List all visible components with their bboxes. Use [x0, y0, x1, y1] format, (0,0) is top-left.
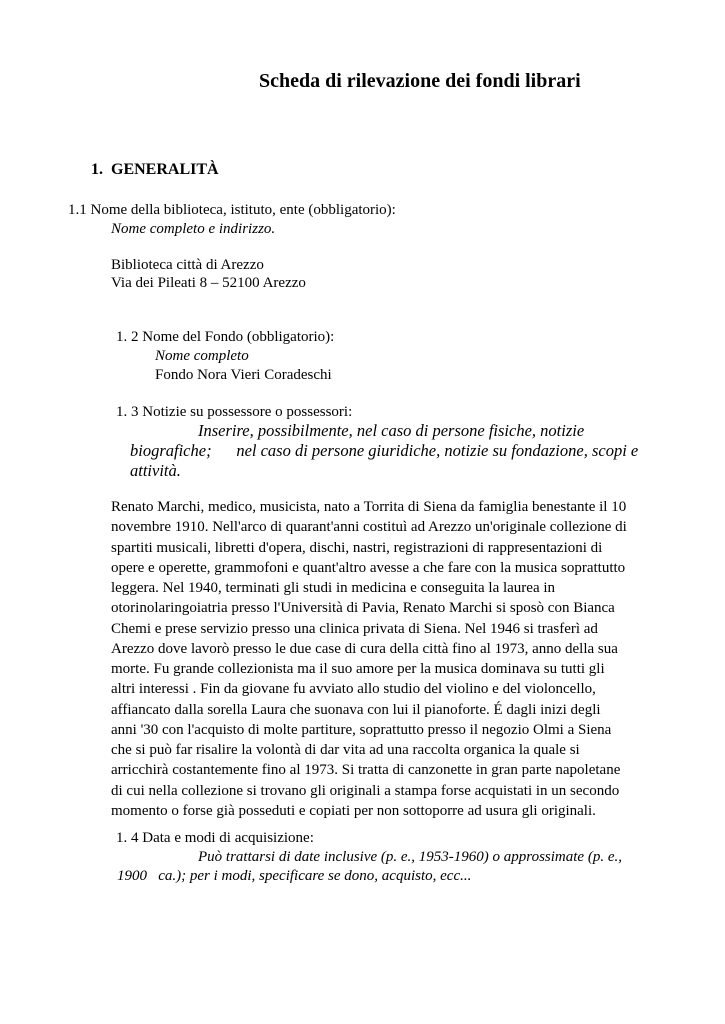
paragraph-line: anni '30 con l'acquisto di molte partiture, soprattutto presso il negozio Olmi a Siena [111, 721, 612, 738]
paragraph-line: opere e operette, grammofoni e quant'altro avesse a che fare con la musica soprattutto [111, 559, 626, 576]
section-number: 1. [91, 161, 103, 178]
paragraph-line: arricchirà costantemente fino al 1973. Si tratta di canzonette in gran parte napoletane [111, 762, 621, 779]
paragraph-line: spartiti musicali, libretti d'opera, dischi, nastri, registrazioni di rappresentazioni di [111, 539, 603, 556]
library-name: Biblioteca città di Arezzo [111, 257, 264, 273]
paragraph-line: Renato Marchi, medico, musicista, nato a Torrita di Siena da famiglia benestante il 10 [111, 499, 627, 515]
field-1-4-hint-line: 1900 ca.); per i modi, specificare se dono, acquisto, ecc... [117, 868, 472, 884]
field-1-3-hint-line: biografiche; nel caso di persone giuridiche, notizie su fondazione, scopi e [130, 441, 639, 460]
field-1-2-label: 1. 2 Nome del Fondo (obbligatorio): [116, 329, 335, 345]
field-1-2-hint: Nome completo [155, 348, 249, 364]
section-heading [91, 161, 219, 179]
field-1-1-label: 1.1 Nome della biblioteca, istituto, ente (obbligatorio): [68, 202, 396, 218]
field-1-4-hint-line: Può trattarsi di date inclusive (p. e., 1953-1960) o approssimate (p. e., [198, 849, 622, 865]
paragraph-line: Arezzo dove lavorò presso le due case di cura della città fino al 1973, anno della sua [111, 640, 618, 657]
paragraph-line: novembre 1910. Nell'arco di quarant'anni costituì ad Arezzo un'originale collezione di [111, 519, 627, 536]
paragraph-line: momento o forse già posseduti e copiati per non sottoporre ad usura gli originali. [111, 802, 596, 819]
paragraph-line: affiancato dalla sorella Laura che suonava con lui il pianoforte. É dagli inizi degli [111, 701, 601, 718]
field-1-3-hint-line: Inserire, possibilmente, nel caso di persone fisiche, notizie [198, 421, 585, 440]
field-1-4-label: 1. 4 Data e modi di acquisizione: [116, 830, 314, 846]
fund-name: Fondo Nora Vieri Coradeschi [155, 367, 332, 383]
library-address: Via dei Pileati 8 – 52100 Arezzo [111, 275, 306, 291]
paragraph-line: otorinolaringoiatria presso l'Università di Pavia, Renato Marchi si sposò con Bianca [111, 600, 615, 617]
paragraph-line: morte. Fu grande collezionista ma il suo amore per la musica dominava su tutti gli [111, 661, 605, 677]
field-1-3-hint-line: attività. [130, 461, 181, 480]
paragraph-line: leggera. Nel 1940, terminati gli studi in medicina e conseguita la laurea in [111, 580, 556, 596]
section-title: GENERALITÀ [111, 161, 219, 178]
page-title: Scheda di rilevazione dei fondi librari [259, 70, 581, 92]
field-1-3-label: 1. 3 Notizie su possessore o possessori: [116, 404, 353, 420]
paragraph-line: Chemi e prese servizio presso una clinica privata di Siena. Nel 1946 si trasferì ad [111, 620, 598, 637]
paragraph-line: altri interessi . Fin da giovane fu avviato allo studio del violino e del violoncello, [111, 681, 596, 698]
paragraph-line: che si può far risalire la volontà di dar vita ad una raccolta organica la quale si [111, 742, 580, 758]
owner-biography-paragraph [111, 497, 671, 821]
field-1-1-hint: Nome completo e indirizzo. [111, 221, 276, 237]
paragraph-line: di cui nella collezione si trovano gli originali a stampa forse acquistati in un secondo [111, 782, 620, 799]
